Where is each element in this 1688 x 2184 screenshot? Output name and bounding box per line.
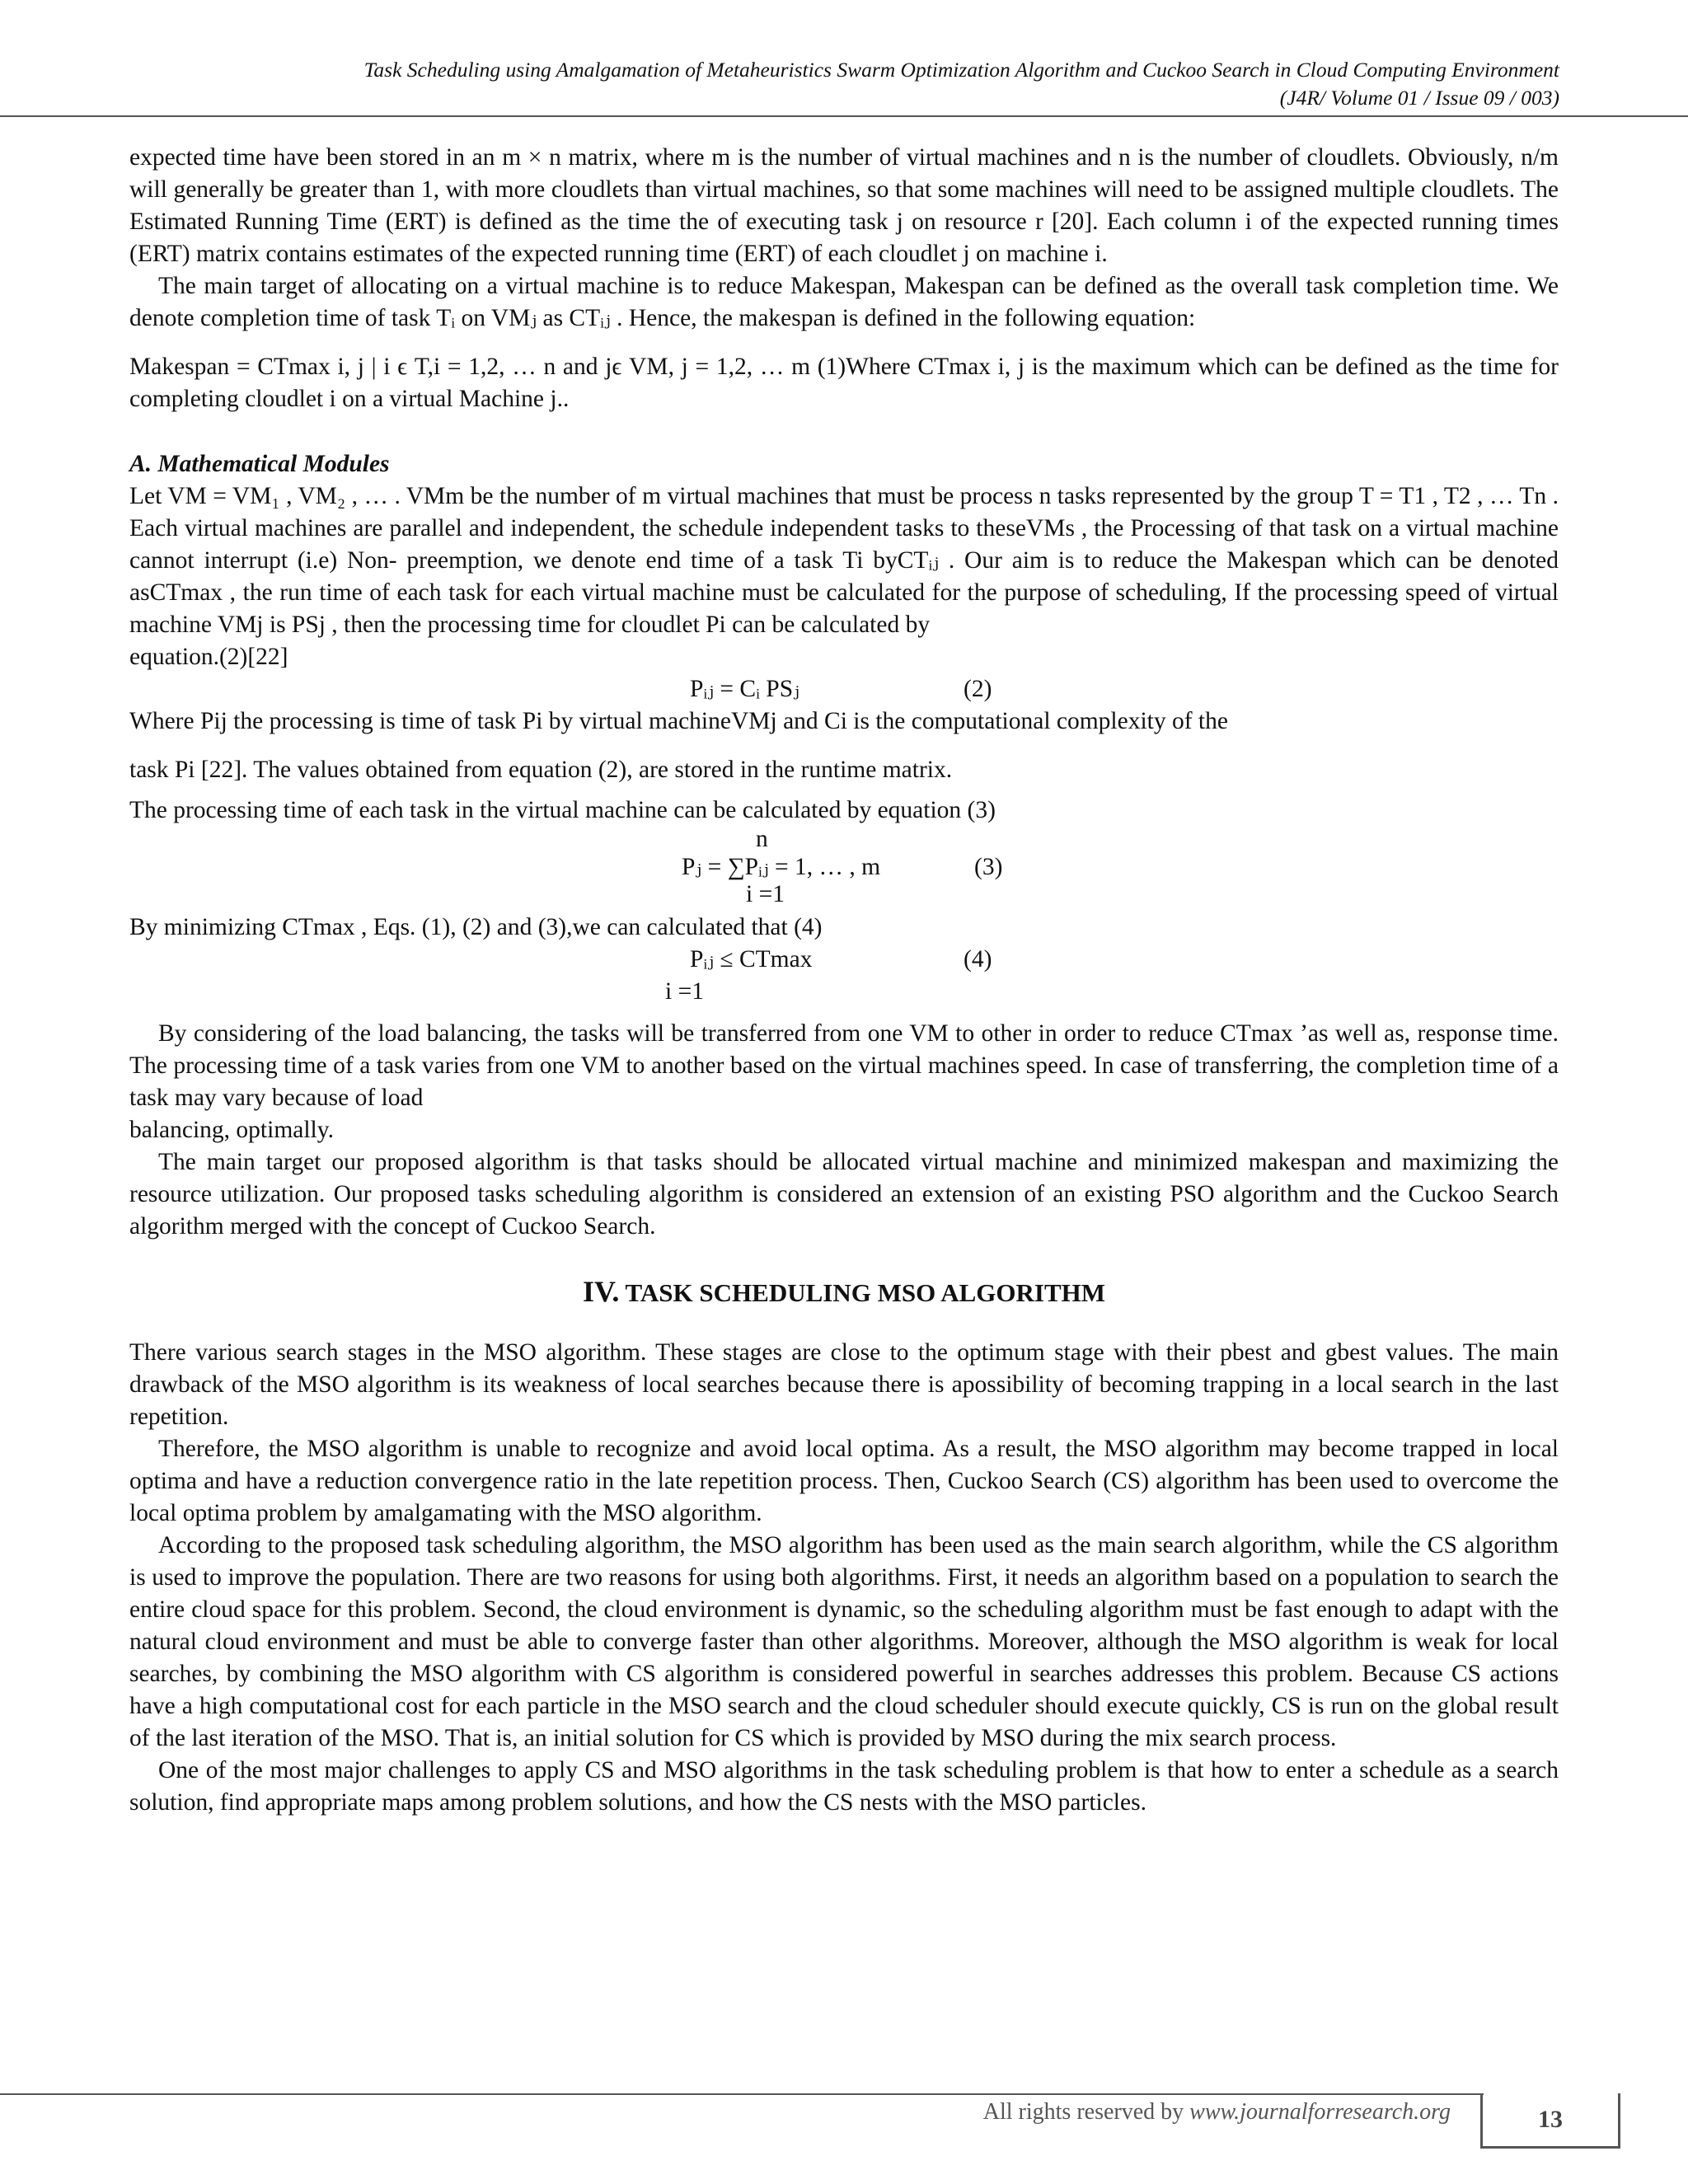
paragraph: equation.(2)[22]: [129, 644, 288, 670]
article-body: [129, 142, 1559, 1819]
equation-4-lower-limit: i =1: [665, 978, 704, 1005]
page-number-box: [1480, 2093, 1620, 2149]
paragraph: By considering of the load balancing, the tasks will be transferred from one VM to other in order to reduce CTmax ’as well as, response time. The processing time of a task varies from one VM to another based on the virtual machines speed. In case of transferring, the completion time of a task may vary because of load: [129, 1020, 1559, 1111]
equation-2-number: (2): [964, 676, 992, 702]
equation-4: [129, 944, 1559, 976]
equation-4-number: (4): [964, 946, 992, 972]
header-volume: (J4R/ Volume 01 / Issue 09 / 003): [1279, 86, 1559, 110]
footer-site-link[interactable]: www.journalforresearch.org: [1189, 2099, 1451, 2125]
equation-3: [129, 851, 1559, 883]
paragraph: expected time have been stored in an m × n matrix, where m is the number of virtual machines and n is the number of cloudlets. Obviously, n/m will generally be greater than 1, with more cloudlets than virtual machines, so that some machines will need to be assigned multiple cloudlets. The Estimated Running Time (ERT) is defined as the time the of executing task j on resource r [20]. Each column i of the expected running times (ERT) matrix contains estimates of the expected running time (ERT) of each cloudlet j on machine i.: [129, 144, 1559, 267]
paragraph: One of the most major challenges to apply CS and MSO algorithms in the task scheduling problem is that how to enter a schedule as a search solution, find appropriate maps among problem solutions, and how the CS nests with the MSO particles.: [129, 1757, 1559, 1816]
section-title: TASK SCHEDULING MSO ALGORITHM: [625, 1278, 1106, 1307]
equation-3-upper-limit: n: [756, 826, 768, 852]
paragraph: Where Pij the processing is time of task Pi by virtual machineVMj and Ci is the computational complexity of the: [129, 708, 1228, 734]
section-heading: [129, 1276, 1559, 1309]
paragraph: By minimizing CTmax , Eqs. (1), (2) and (3),we can calculated that (4): [129, 914, 823, 940]
paragraph: The processing time of each task in the virtual machine can be calculated by equation (3): [129, 797, 996, 823]
section-number: IV.: [582, 1275, 620, 1308]
equation-3-body: Pⱼ = ∑Pᵢⱼ = 1, … , m: [682, 854, 881, 880]
header-rule: [0, 115, 1688, 117]
paragraph: There various search stages in the MSO algorithm. These stages are close to the optimum stage with their pbest and gbest values. The main drawback of the MSO algorithm is its weakness of local searches because there is apossibility of becoming trapping in a local search in the last repetition.: [129, 1339, 1559, 1430]
equation-2: [129, 673, 1559, 705]
paragraph: The main target our proposed algorithm is that tasks should be allocated virtual machine and minimized makespan and maximizing the resource utilization. Our proposed tasks scheduling algorithm is considered an extension of an existing PSO algorithm and the Cuckoo Search algorithm merged with the concept of Cuckoo Search.: [129, 1149, 1559, 1240]
footer-rights-text: All rights reserved by: [982, 2099, 1184, 2125]
page-number: 13: [1538, 2106, 1563, 2133]
footer-rule: [0, 2093, 1484, 2095]
paragraph: balancing, optimally.: [129, 1117, 334, 1143]
footer-rights: [824, 2099, 1451, 2125]
paragraph: Let VM = VM₁ , VM₂ , … . VMm be the number of m virtual machines that must be process n tasks represented by the group T = T1 , T2 , … Tn . Each virtual machines are parallel and independent, the schedule independent tasks to theseVMs , the Processing of that task on a virtual machine cannot interrupt (i.e) Non- preemption, we denote end time of a task Ti byCTᵢⱼ . Our aim is to reduce the Makespan which can be denoted asCTmax , the run time of each task for each virtual machine must be calculated for the purpose of scheduling, If the processing speed of virtual machine VMj is PSj , then the processing time for cloudlet Pi can be calculated by: [129, 483, 1559, 638]
equation-3-lower-limit: i =1: [746, 881, 785, 907]
header-title: Task Scheduling using Amalgamation of Metaheuristics Swarm Optimization Algorithm and Cuckoo Search in Cloud Computing Environment: [363, 58, 1559, 82]
equation-4-body: Pᵢⱼ ≤ CTmax: [690, 946, 813, 972]
paragraph: task Pi [22]. The values obtained from equation (2), are stored in the runtime matrix.: [129, 757, 953, 783]
equation-2-body: Pᵢⱼ = Cᵢ PSⱼ: [690, 676, 799, 702]
paragraph-makespan-equation: Makespan = CTmax i, j | i ϵ T,i = 1,2, … n and jϵ VM, j = 1,2, … m (1)Where CTmax i, j is the maximum which can be defined as the time for completing cloudlet i on a virtual Machine j..: [129, 354, 1559, 412]
paragraph: According to the proposed task scheduling algorithm, the MSO algorithm has been used as the main search algorithm, while the CS algorithm is used to improve the population. There are two reasons for using both algorithms. First, it needs an algorithm based on a population to search the entire cloud space for this problem. Second, the cloud environment is dynamic, so the scheduling algorithm must be fast enough to adapt with the natural cloud environment and must be able to converge faster than other algorithms. Moreover, although the MSO algorithm is weak for local searches, by combining the MSO algorithm with CS algorithm is considered powerful in searches addresses this problem. Because CS actions have a high computational cost for each particle in the MSO search and the cloud scheduler should execute quickly, CS is run on the global result of the last iteration of the MSO. That is, an initial solution for CS which is provided by MSO during the mix search process.: [129, 1532, 1559, 1751]
running-header: [124, 56, 1559, 112]
subsection-heading: A. Mathematical Modules: [129, 451, 390, 477]
equation-3-number: (3): [974, 854, 1003, 880]
paragraph: The main target of allocating on a virtual machine is to reduce Makespan, Makespan can be defined as the overall task completion time. We denote completion time of task Tᵢ on VMⱼ as CTᵢⱼ . Hence, the makespan is defined in the following equation:: [129, 273, 1559, 331]
paragraph: Therefore, the MSO algorithm is unable to recognize and avoid local optima. As a result, the MSO algorithm may become trapped in local optima and have a reduction convergence ratio in the late repetition process. Then, Cuckoo Search (CS) algorithm has been used to overcome the local optima problem by amalgamating with the MSO algorithm.: [129, 1436, 1559, 1526]
